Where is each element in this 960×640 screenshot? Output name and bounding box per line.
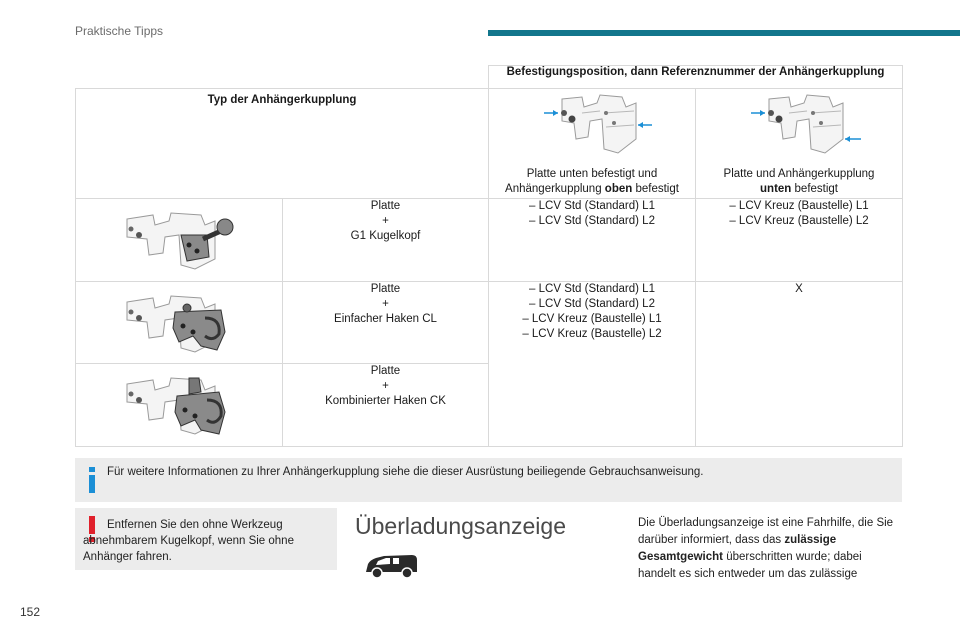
- row2-top-item3: – LCV Kreuz (Baustelle) L1: [522, 313, 662, 325]
- row3-label-line1: Platte: [370, 365, 401, 377]
- info-note-text: Für weitere Informationen zu Ihrer Anhängerkupplung siehe die dieser Ausrüstung beiliegende Gebrauchsanweisung.: [107, 466, 704, 478]
- mount-top-cell: [489, 89, 696, 199]
- combined-hook-image-cell: [76, 364, 283, 447]
- simple-hook-label-cell: [283, 282, 489, 364]
- row1-bottom-item2: – LCV Kreuz (Baustelle) L2: [729, 215, 869, 227]
- warning-note-text: Entfernen Sie den ohne Werkzeug abnehmbarem Kugelkopf, wenn Sie ohne Anhänger fahren.: [83, 519, 294, 563]
- combined-hook-label-cell: [283, 364, 489, 447]
- mount-top-caption-line1: Platte unten befestigt und: [526, 168, 658, 180]
- section-title: Überladungsanzeige: [355, 513, 566, 539]
- plate-mount-top-illustration: [522, 91, 662, 161]
- row3-label-line2: +: [382, 380, 389, 392]
- row2-bottom-item1: X: [795, 283, 803, 295]
- page-header-title: Praktische Tipps: [75, 24, 164, 38]
- ball-head-top-cell: [489, 199, 696, 282]
- ball-head-hitch-illustration: [109, 205, 249, 273]
- tow-hitch-table: [75, 65, 903, 447]
- mount-top-caption-line2: Anhängerkupplung oben befestigt: [505, 183, 679, 195]
- ball-head-label-cell: [283, 199, 489, 282]
- van-icon: [362, 552, 420, 580]
- mount-position-header: [489, 66, 903, 89]
- row2-top-item4: – LCV Kreuz (Baustelle) L2: [522, 328, 662, 340]
- hitch-type-header-text: Typ der Anhängerkupplung: [207, 94, 357, 106]
- simple-hook-image-cell: [76, 282, 283, 364]
- overload-description: Die Überladungsanzeige ist eine Fahrhilfe, die Sie darüber informiert, dass das zulässige Gesamtgewicht überschritten wurde; dabei handelt es sich entweder um das zulässige: [638, 517, 894, 580]
- hooks-bottom-cell: [696, 282, 903, 447]
- row1-top-item1: – LCV Std (Standard) L1: [529, 200, 655, 212]
- row2-top-item1: – LCV Std (Standard) L1: [529, 283, 655, 295]
- page-header-bar: [488, 30, 960, 36]
- page-number: 152: [20, 605, 41, 619]
- row2-top-item2: – LCV Std (Standard) L2: [529, 298, 655, 310]
- row2-label-line2: +: [382, 298, 389, 310]
- row1-label-line3: G1 Kugelkopf: [350, 230, 421, 242]
- simple-hook-illustration: [109, 288, 249, 356]
- mount-bottom-caption-line1: Platte und Anhängerkupplung: [723, 168, 875, 180]
- info-icon: [88, 467, 96, 493]
- empty-header-cell: [76, 66, 489, 89]
- row1-bottom-item1: – LCV Kreuz (Baustelle) L1: [729, 200, 869, 212]
- row2-label-line3: Einfacher Haken CL: [334, 313, 437, 325]
- row1-top-item2: – LCV Std (Standard) L2: [529, 215, 655, 227]
- row1-label-line2: +: [382, 215, 389, 227]
- combined-hook-illustration: [109, 370, 249, 438]
- mount-bottom-cell: [696, 89, 903, 199]
- row3-label-line3: Kombinierter Haken CK: [325, 395, 446, 407]
- ball-head-bottom-cell: [696, 199, 903, 282]
- row2-label-line1: Platte: [370, 283, 401, 295]
- info-note-box: [75, 458, 902, 502]
- mount-position-header-text: Befestigungsposition, dann Referenznummer der Anhängerkupplung: [506, 66, 885, 78]
- hooks-top-cell: [489, 282, 696, 447]
- ball-head-image-cell: [76, 199, 283, 282]
- row1-label-line1: Platte: [370, 200, 401, 212]
- warning-note-box: [75, 508, 337, 570]
- hitch-type-header: [76, 89, 489, 199]
- mount-bottom-caption-line2: unten befestigt: [760, 183, 838, 195]
- plate-mount-bottom-illustration: [729, 91, 869, 161]
